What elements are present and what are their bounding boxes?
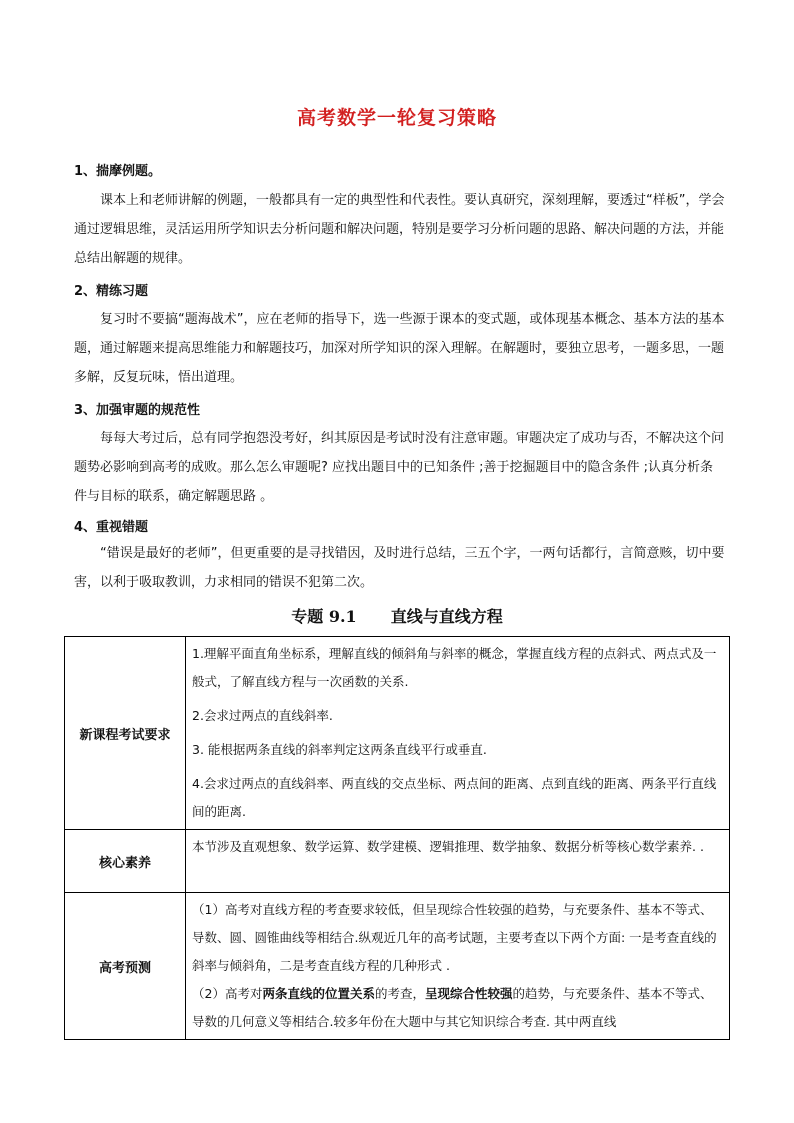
forecast-text: 的趋势，与充要条件、基本不等式、导数的几何意义等相结合.较多年份在大题中与其它知识综合考查. 其中两直线 bbox=[192, 986, 713, 1029]
section-paragraph-3: 每每大考过后，总有同学抱怨没考好，纠其原因是考试时没有注意审题。审题决定了成功与否，不解决这个问题势必影响到高考的成败。那么怎么审题呢? 应找出题目中的已知条件 ;善于挖掘题目中的隐含条件 ;认真分析条件与目标的联系，确定解题思路 。 bbox=[74, 431, 725, 504]
core-literacy-text: 本节涉及直观想象、数学运算、数学建模、逻辑推理、数学抽象、数据分析等核心数学素养. . bbox=[192, 839, 704, 854]
requirement-item: 2.会求过两点的直线斜率. bbox=[192, 708, 333, 723]
requirements-table bbox=[64, 636, 730, 1040]
section-paragraph-1: 课本上和老师讲解的例题，一般都具有一定的典型性和代表性。要认真研究，深刻理解，要透过“样板”，学会通过逻辑思维，灵活运用所学知识去分析问题和解决问题，特别是要学习分析问题的思路、解决问题的方法，并能总结出解题的规律。 bbox=[74, 193, 725, 266]
requirement-item: 4.会求过两点的直线斜率、两直线的交点坐标、两点间的距离、点到直线的距离、两条平行直线间的距离. bbox=[192, 776, 717, 819]
document-title: 高考数学一轮复习策略 bbox=[296, 107, 497, 129]
forecast-text: （2）高考对 bbox=[192, 986, 263, 1001]
forecast-paragraph-2 bbox=[192, 980, 723, 1036]
row-label-exam-forecast: 高考预测 bbox=[65, 893, 186, 1040]
topic-number: 专题 9.1 bbox=[291, 607, 357, 626]
section-paragraph-2: 复习时不要搞“题海战术”，应在老师的指导下，选一些源于课本的变式题，或体现基本概念、基本方法的基本题，通过解题来提高思维能力和解题技巧，加深对所学知识的深入理解。在解题时，要独立思考，一题多思，一题多解，反复玩味，悟出道理。 bbox=[74, 312, 725, 385]
table-row bbox=[65, 637, 730, 830]
topic-name: 直线与直线方程 bbox=[390, 607, 503, 626]
row-content-exam-forecast bbox=[186, 893, 730, 1040]
section-heading-4: 4、重视错题 bbox=[74, 520, 149, 535]
forecast-emphasis: 呈现综合性较强 bbox=[424, 986, 513, 1001]
row-content-core-literacy bbox=[186, 830, 730, 893]
table-row bbox=[65, 893, 730, 1040]
forecast-emphasis: 两条直线的位置关系 bbox=[262, 986, 375, 1001]
table-row bbox=[65, 830, 730, 893]
topic-title bbox=[0, 604, 794, 627]
section-heading-1: 1、揣摩例题。 bbox=[74, 164, 162, 179]
requirement-item: 3. 能根据两条直线的斜率判定这两条直线平行或垂直. bbox=[192, 742, 487, 757]
row-label-core-literacy: 核心素养 bbox=[65, 830, 186, 893]
row-content-exam-requirements bbox=[186, 637, 730, 830]
section-heading-2: 2、精练习题 bbox=[74, 284, 149, 299]
row-label-exam-requirements: 新课程考试要求 bbox=[65, 637, 186, 830]
section-paragraph-4: “错误是最好的老师”，但更重要的是寻找错因，及时进行总结，三五个字，一两句话都行，言简意赅，切中要害，以利于吸取教训，力求相同的错误不犯第二次。 bbox=[74, 546, 725, 590]
forecast-paragraph-1: （1）高考对直线方程的考查要求较低，但呈现综合性较强的趋势，与充要条件、基本不等式、导数、圆、圆锥曲线等相结合.纵观近几年的高考试题，主要考查以下两个方面: 一是考查直线的斜率与倾斜角，二是考查直线方程的几种形式 . bbox=[192, 902, 717, 973]
requirement-item: 1.理解平面直角坐标系，理解直线的倾斜角与斜率的概念，掌握直线方程的点斜式、两点式及一般式，了解直线方程与一次函数的关系. bbox=[192, 646, 717, 689]
forecast-text: 的考查， bbox=[374, 986, 425, 1001]
section-heading-3: 3、加强审题的规范性 bbox=[74, 403, 201, 418]
